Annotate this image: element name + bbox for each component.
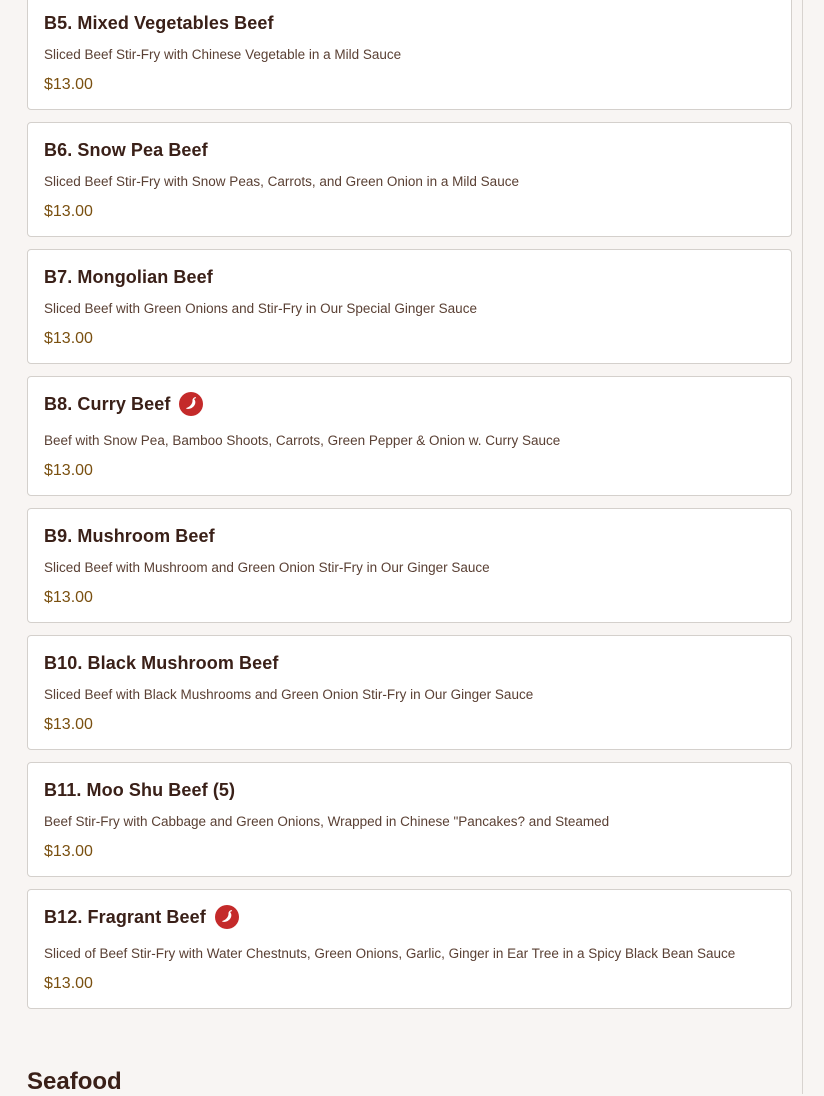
- menu-item-b11[interactable]: [27, 762, 792, 877]
- menu-item-list: [27, 0, 792, 1021]
- menu-item-header: [44, 776, 775, 804]
- menu-item-header: [44, 136, 775, 164]
- menu-item-b8[interactable]: [27, 376, 792, 496]
- menu-item-description: Sliced Beef Stir-Fry with Snow Peas, Carrots, and Green Onion in a Mild Sauce: [44, 174, 519, 189]
- menu-item-price: $13.00: [44, 975, 93, 992]
- menu-item-header: [44, 263, 775, 291]
- chili-pepper-icon: [179, 392, 203, 416]
- menu-item-b7[interactable]: [27, 249, 792, 364]
- menu-item-description: Sliced Beef with Green Onions and Stir-Fry in Our Special Ginger Sauce: [44, 301, 477, 316]
- menu-item-name: B6. Snow Pea Beef: [44, 139, 208, 160]
- menu-item-b10[interactable]: [27, 635, 792, 750]
- menu-item-name: B9. Mushroom Beef: [44, 525, 215, 546]
- menu-item-header: [44, 9, 775, 37]
- menu-item-description: Sliced Beef Stir-Fry with Chinese Vegetable in a Mild Sauce: [44, 47, 402, 62]
- menu-item-price: $13.00: [44, 76, 93, 93]
- menu-item-description: Beef with Snow Pea, Bamboo Shoots, Carrots, Green Pepper & Onion w. Curry Sauce: [44, 433, 561, 448]
- section-title-seafood: Seafood: [27, 1068, 122, 1095]
- menu-item-price: $13.00: [44, 462, 93, 479]
- menu-item-price: $13.00: [44, 716, 93, 733]
- menu-item-name: B7. Mongolian Beef: [44, 266, 213, 287]
- menu-item-price: $13.00: [44, 330, 93, 347]
- chili-pepper-icon: [215, 905, 239, 929]
- menu-item-description: Beef Stir-Fry with Cabbage and Green Onions, Wrapped in Chinese "Pancakes? and Steamed: [44, 814, 610, 829]
- menu-item-b12[interactable]: [27, 889, 792, 1009]
- menu-item-b9[interactable]: [27, 508, 792, 623]
- menu-item-header: [44, 390, 775, 418]
- menu-item-name: B10. Black Mushroom Beef: [44, 652, 279, 673]
- menu-item-b6[interactable]: [27, 122, 792, 237]
- menu-item-name: B5. Mixed Vegetables Beef: [44, 12, 274, 33]
- menu-item-price: $13.00: [44, 843, 93, 860]
- menu-item-name: B11. Moo Shu Beef (5): [44, 779, 236, 800]
- menu-item-name: B12. Fragrant Beef: [44, 906, 206, 927]
- menu-item-name: B8. Curry Beef: [44, 393, 171, 414]
- menu-item-description: Sliced Beef with Mushroom and Green Onion Stir-Fry in Our Ginger Sauce: [44, 560, 490, 575]
- menu-item-price: $13.00: [44, 589, 93, 606]
- menu-item-header: [44, 522, 775, 550]
- menu-item-b5[interactable]: [27, 0, 792, 110]
- menu-item-description: Sliced of Beef Stir-Fry with Water Chestnuts, Green Onions, Garlic, Ginger in Ear Tree in a Spicy Black Bean Sauce: [44, 946, 736, 961]
- menu-item-description: Sliced Beef with Black Mushrooms and Green Onion Stir-Fry in Our Ginger Sauce: [44, 687, 534, 702]
- menu-item-price: $13.00: [44, 203, 93, 220]
- menu-item-header: [44, 903, 775, 931]
- menu-item-header: [44, 649, 775, 677]
